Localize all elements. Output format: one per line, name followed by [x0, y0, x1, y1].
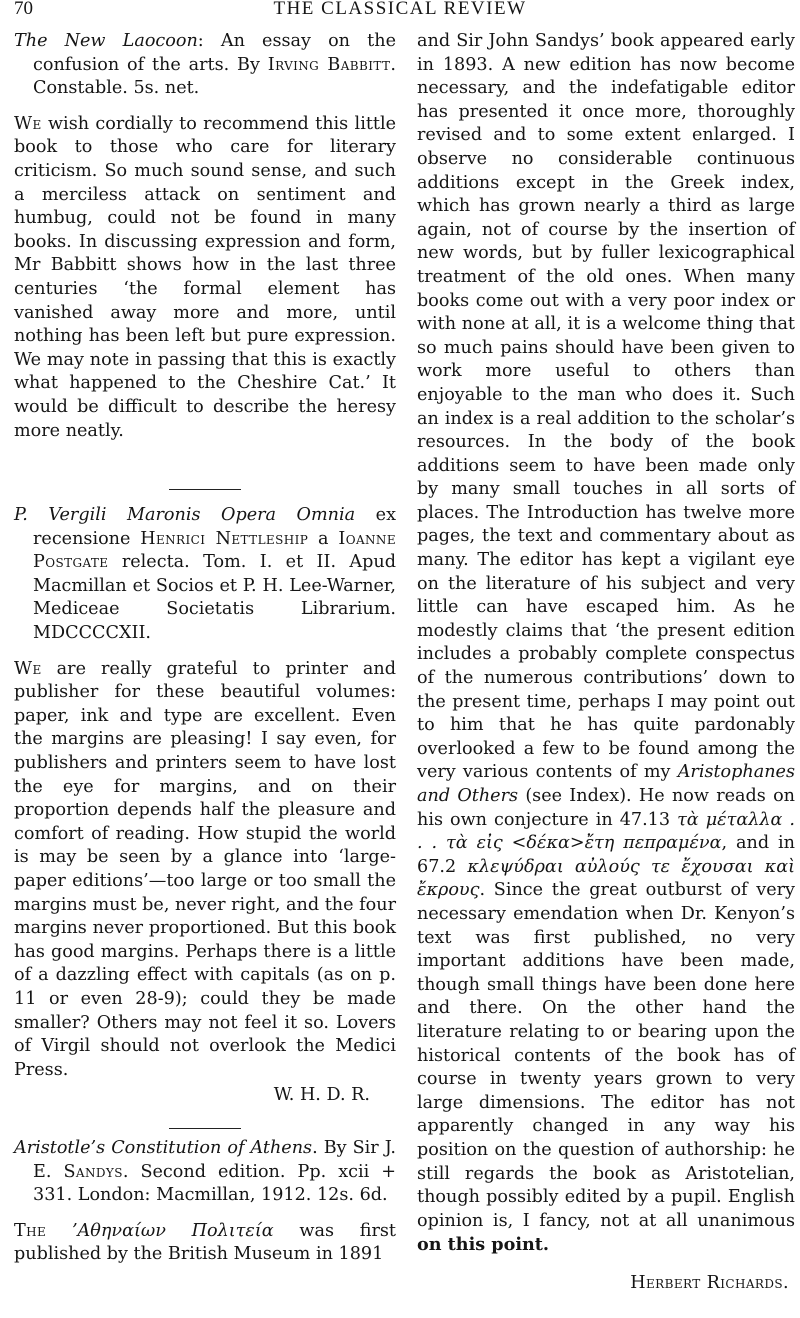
book-title: P. Vergili Maronis Opera Omnia	[14, 505, 356, 526]
review-heading: P. Vergili Maronis Opera Omnia ex recensione Henrici Nettleship a Ioanne Postgate relecta. Tom. I. et II. Apud Macmillan et Socios et P. H. Lee-Warner, Mediceae Societatis Librarium. MDCCCCXII.	[14, 505, 396, 644]
greek-title: ’Αθηναίων Πολιτεία	[46, 1220, 274, 1241]
review-heading: Aristotle’s Constitution of Athens. By Sir J. E. Sandys. Second edition. Pp. xcii + 331. London: Macmillan, 1912. 12s. 6d.	[14, 1137, 397, 1206]
review-new-laocoon	[14, 30, 396, 443]
author-name: Sandys	[63, 1161, 123, 1182]
greek-quotation: τὰ μέταλλα . . . τὰ εἰς <δέκα>ἔτη πεπραμένα	[417, 809, 795, 854]
review-body-start: The ’Αθηναίων Πολιτεία was first published by the British Museum in 1891	[14, 1220, 396, 1265]
lead-word: We	[14, 658, 42, 679]
editor-name: Henrici Nettleship	[140, 528, 309, 549]
page-header	[0, 0, 800, 20]
book-title: The New Laocoon	[14, 31, 198, 51]
reviewer-signature: W. H. D. R.	[273, 1085, 370, 1106]
review-body: We wish cordially to recommend this little book to those who care for literary criticism. So much sound sense, and such a merciless attack on sentiment and humbug, could not be found in many books. In discussing expression and form, Mr Babbitt shows how in the last three centuries ‘the formal element has vanished away more and more, until nothing has been left but pure expression. We may note in passing that this is exactly what happened to the Cheshire Cat.’ It would be difficult to describe the heresy more neatly.	[14, 113, 396, 441]
book-title: Aristotle’s Constitution of Athens	[14, 1137, 313, 1158]
author-name: Irving Babbitt	[267, 54, 391, 75]
reviewer-signature: Herbert Richards.	[630, 1272, 789, 1293]
editor-name: Ioanne Postgate	[33, 528, 396, 573]
running-head: THE CLASSICAL REVIEW	[273, 0, 527, 19]
review-body-continued: and Sir John Sandys’ book appeared early in 1893. A new edition has now become necessary, and the indefatigable editor has presented it once more, thoroughly revised and to some extent enlarged. I observe no considerable continuous additions except in the Greek index, which has grown nearly a third as large again, not of course by the insertion of new words, but by fuller lexicographical treatment of the old ones. When many books come out with a very poor index or with none at all, it is a welcome thing that so much pains should have been given to work more useful to others than enjoyable to the man who does it. Such an index is a real addition to the scholar’s resources. In the body of the book additions seem to have been made only by many small touches in all sorts of places. The Introduction has twelve more pages, the text and commentary about as many. The editor has kept a vigilant eye on the literature of his subject and very little can have escaped him. As he modestly claims that ‘the present edition includes a probably complete conspectus of the numerous contributions’ down to the present time, perhaps I may point out to him that he has quite pardonably overlooked a few to be found among the very various contents of my Aristophanes and Others (see Index). He now reads on his own conjecture in 47.13 τὰ μέταλλα . . . τὰ εἰς <δέκα>ἔτη πεπραμένα, and in 67.2 κλεψύδραι αὐλούς τε ἔχουσαι καὶ ἔκρους. Since the great outburst of very necessary emendation when Dr. Kenyon’s text was first published, no very important additions have been made, though small things have been done here and there. On the other hand the literature relating to or bearing upon the historical contents of the book has of course in twenty years grown to very large dimensions. The editor has not apparently changed in any way his position on the question of authorship: he still regards the book as Aristotelian, though possibly edited by a pupil. English opinion is, I fancy, not at all unanimous on this point.	[417, 31, 796, 1256]
page-number: 70	[14, 0, 33, 19]
review-body: We are really grateful to printer and publisher for these beautiful volumes: paper, ink and type are excellent. Even the margins are pleasing! I say even, for publishers and printers seem to have lost the eye for margins, and on their proportion depends half the pleasure and comfort of reading. How stupid the world is may be seen by a glance into ‘large-paper editions’—too large or too small the margins must be, never right, and the four margins never proportioned. But this book has good margins. Perhaps there is a little of a dazzling effect with capitals (as on p. 11 or even 28-9); could they be made smaller? Others may not feel it so. Lovers of Virgil should not overlook the Medici Press.	[14, 658, 396, 1080]
section-divider	[169, 1128, 241, 1129]
review-heading: The New Laocoon: An essay on the confusion of the arts. By Irving Babbitt. Constable. 5s. net.	[14, 31, 396, 99]
review-aristotle	[14, 1137, 396, 1267]
lead-word: We	[14, 113, 42, 134]
section-divider	[169, 489, 241, 490]
right-column	[417, 30, 795, 1295]
greek-quotation: κλεψύδραι αὐλούς τε ἔχουσαι καὶ ἔκρους	[417, 856, 795, 901]
review-vergil	[14, 504, 396, 1108]
left-column	[14, 30, 396, 1267]
lead-word: The	[14, 1220, 47, 1241]
cited-book-title: Aristophanes and Others	[417, 762, 795, 806]
